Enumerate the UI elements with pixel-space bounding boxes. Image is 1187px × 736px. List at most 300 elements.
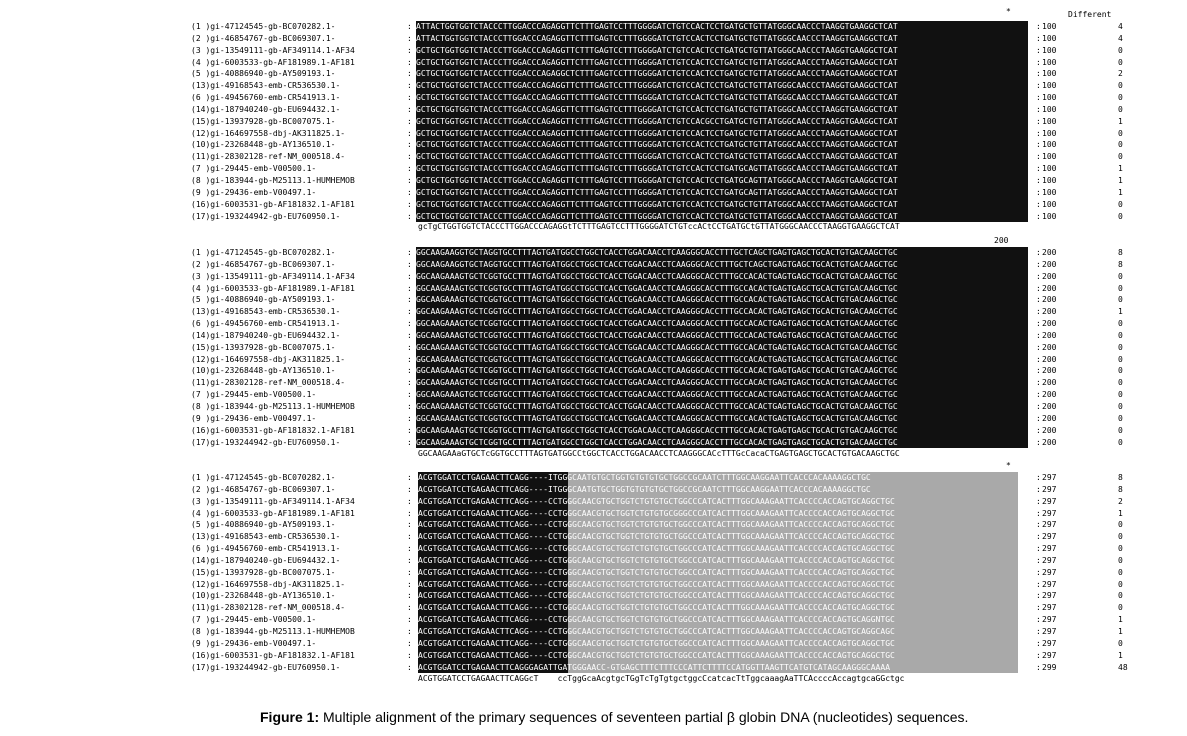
alignment-row	[191, 57, 1131, 69]
separator: :	[1036, 57, 1041, 67]
alignment-row	[191, 484, 1131, 496]
separator: :	[407, 638, 412, 648]
sequence-label: (12)gi-164697558-dbj-AK311825.1-	[191, 579, 346, 589]
separator: :	[407, 520, 412, 530]
sequence-label: (2 )gi-46854767-gb-BC069307.1-	[191, 484, 336, 494]
sequence-label: (13)gi-49168543-emb-CR536530.1-	[191, 307, 341, 317]
alignment-row	[191, 80, 1131, 92]
alignment-row	[191, 294, 1131, 306]
separator: :	[407, 496, 412, 506]
separator: :	[407, 81, 412, 91]
sequence-label: (2 )gi-46854767-gb-BC069307.1-	[191, 33, 336, 43]
separator: :	[1036, 425, 1041, 435]
sequence-text: ACGTGGATCCTGAGAACTTCAGGGAGATTGATGGGAACC-GTGAGCTTTCTTTCCCATTCTTTTCCATGGTTAAGTTCATGTCATAGCAAGGGCAAAA	[418, 662, 1038, 674]
position-value: 100	[1042, 140, 1057, 150]
alignment-row	[191, 45, 1131, 57]
separator: :	[407, 401, 412, 411]
alignment-row	[191, 626, 1131, 638]
separator: :	[1036, 187, 1041, 197]
separator: :	[1036, 69, 1041, 79]
separator: :	[1036, 496, 1041, 506]
separator: :	[1036, 104, 1041, 114]
separator: :	[1036, 354, 1041, 364]
alignment-row	[191, 555, 1131, 567]
separator: :	[407, 259, 412, 269]
alignment-row	[191, 590, 1131, 602]
sequence-label: (6 )gi-49456760-emb-CR541913.1-	[191, 544, 341, 554]
separator: :	[1036, 128, 1041, 138]
different-count: 1	[1118, 116, 1123, 126]
separator: :	[1036, 283, 1041, 293]
sequence-label: (1 )gi-47124545-gb-BC070282.1-	[191, 22, 336, 31]
separator: :	[407, 532, 412, 542]
sequence-label: (7 )gi-29445-emb-V00500.1-	[191, 615, 317, 625]
different-count: 0	[1118, 283, 1123, 293]
alignment-row	[191, 139, 1131, 151]
alignment-row	[191, 614, 1131, 626]
sequence-label: (3 )gi-13549111-gb-AF349114.1-AF34	[191, 496, 355, 506]
sequence-label: (8 )gi-183944-gb-M25113.1-HUMHEMOB	[191, 175, 355, 185]
different-count: 0	[1118, 378, 1123, 388]
alignment-row	[191, 342, 1131, 354]
position-value: 100	[1042, 116, 1057, 126]
different-header: Different	[1068, 10, 1112, 19]
sequence-text: GCTGCTGGTGGTCTACCCTTGGACCCAGAGGTTCTTTGAGTCCTTTGGGGATCTGTCCACTCCTGATGCTGTTATGGGCAACCCTAAGGTGAAGGCTCAT	[416, 80, 1036, 92]
different-count: 0	[1118, 520, 1123, 530]
separator: :	[407, 45, 412, 55]
sequence-text: GGCAAGAAAGTGCTCGGTGCCTTTAGTGATGGCCTGGCTCACCTGGACAACCTCAAGGGCACCTTTGCCACACTGAGTGAGCTGCACTGTGACAAGCTGC	[416, 342, 1036, 354]
sequence-label: (7 )gi-29445-emb-V00500.1-	[191, 164, 317, 174]
position-mark-200: 200	[994, 236, 1009, 245]
separator: :	[1036, 532, 1041, 542]
alignment-row	[191, 650, 1131, 662]
separator: :	[1036, 81, 1041, 91]
sequence-text: GGCAAGAAAGTGCTCGGTGCCTTTAGTGATGGCCTGGCTCACCTGGACAACCTCAAGGGCACCTTTGCCACACTGAGTGAGCTGCACTGTGACAAGCTGC	[416, 377, 1036, 389]
different-count: 0	[1118, 211, 1123, 221]
different-count: 0	[1118, 591, 1123, 601]
sequence-label: (10)gi-23268448-gb-AY136510.1-	[191, 591, 336, 601]
alignment-row	[191, 187, 1131, 199]
sequence-label: (1 )gi-47124545-gb-BC070282.1-	[191, 473, 336, 482]
alignment-block-2	[191, 247, 1131, 448]
separator: :	[407, 330, 412, 340]
sequence-text: GGCAAGAAAGTGCTCGGTGCCTTTAGTGATGGCCTGGCTCACCTGGACAACCTCAAGGGCACCTTTGCCACACTGAGTGAGCTGCACTGTGACAAGCTGC	[416, 425, 1036, 437]
sequence-text: ACGTGGATCCTGAGAACTTCAGG----CCTGGGCAACGTGCTGGTCTGTGTGCGGGCCCATCACTTTGGCAAAGAATTCACCCCACCAGTGCAGGCTGC	[418, 508, 1038, 520]
different-count: 1	[1118, 164, 1123, 174]
alignment-row	[191, 567, 1131, 579]
separator: :	[407, 579, 412, 589]
different-count: 0	[1118, 319, 1123, 329]
position-value: 297	[1042, 579, 1057, 589]
different-count: 0	[1118, 401, 1123, 411]
sequence-text: GGCAAGAAAGTGCTCGGTGCCTTTAGTGATGGCCTGGCTCACCTGGACAACCTCAAGGGCACCTTTGCCACACTGAGTGAGCTGCACTGTGACAAGCTGC	[416, 294, 1036, 306]
figure-caption	[260, 709, 968, 725]
position-value: 297	[1042, 638, 1057, 648]
position-value: 297	[1042, 473, 1057, 482]
alignment-row	[191, 496, 1131, 508]
separator: :	[1036, 93, 1041, 103]
sequence-label: (9 )gi-29436-emb-V00497.1-	[191, 638, 317, 648]
star-mark-1: *	[1006, 7, 1011, 16]
sequence-text: GGCAAGAAAGTGCTCGGTGCCTTTAGTGATGGCCTGGCTCACCTGGACAACCTCAAGGGCACCTTTGCCACACTGAGTGAGCTGCACTGTGACAAGCTGC	[416, 283, 1036, 295]
separator: :	[407, 211, 412, 221]
sequence-label: (1 )gi-47124545-gb-BC070282.1-	[191, 248, 336, 257]
different-count: 0	[1118, 638, 1123, 648]
separator: :	[407, 175, 412, 185]
sequence-text: GCTGCTGGTGGTCTACCCTTGGACCCAGAGGTTCTTTGAGTCCTTTGGGGATCTGTCCACTCCTGATGCTGTTATGGGCAACCCTAAGGTGAAGGCTCAT	[416, 128, 1036, 140]
position-value: 100	[1042, 211, 1057, 221]
different-count: 2	[1118, 69, 1123, 79]
position-value: 299	[1042, 662, 1057, 672]
alignment-row	[191, 425, 1131, 437]
separator: :	[407, 283, 412, 293]
separator: :	[1036, 45, 1041, 55]
position-value: 100	[1042, 104, 1057, 114]
different-count: 0	[1118, 579, 1123, 589]
separator: :	[407, 69, 412, 79]
alignment-row	[191, 247, 1131, 259]
different-count: 1	[1118, 187, 1123, 197]
alignment-row	[191, 508, 1131, 520]
position-value: 100	[1042, 81, 1057, 91]
position-value: 200	[1042, 259, 1057, 269]
position-value: 297	[1042, 615, 1057, 625]
alignment-row	[191, 662, 1131, 674]
sequence-label: (16)gi-6003531-gb-AF181832.1-AF181	[191, 199, 355, 209]
separator: :	[407, 626, 412, 636]
separator: :	[1036, 175, 1041, 185]
position-value: 100	[1042, 33, 1057, 43]
separator: :	[407, 140, 412, 150]
alignment-row	[191, 365, 1131, 377]
position-value: 200	[1042, 378, 1057, 388]
separator: :	[1036, 638, 1041, 648]
sequence-label: (8 )gi-183944-gb-M25113.1-HUMHEMOB	[191, 401, 355, 411]
position-value: 297	[1042, 496, 1057, 506]
separator: :	[1036, 116, 1041, 126]
caption-text: Multiple alignment of the primary sequences of seventeen partial β globin DNA (nucleotides) sequences.	[319, 709, 969, 725]
separator: :	[1036, 650, 1041, 660]
sequence-text: ACGTGGATCCTGAGAACTTCAGG----CCTGGGCAACGTGCTGGTCTGTGTGCTGGCCCATCACTTTGGCAAAGAATTCACCCCACCAGTGCAGGCTGC	[418, 531, 1038, 543]
separator: :	[407, 484, 412, 494]
position-value: 100	[1042, 199, 1057, 209]
alignment-row	[191, 330, 1131, 342]
separator: :	[407, 508, 412, 518]
alignment-row	[191, 306, 1131, 318]
sequence-label: (11)gi-28302128-ref-NM_000518.4-	[191, 378, 346, 388]
position-value: 100	[1042, 164, 1057, 174]
sequence-text: GGCAAGAAAGTGCTCGGTGCCTTTAGTGATGGCCTGGCTCACCTGGACAACCTCAAGGGCACCTTTGCCACACTGAGTGAGCTGCACTGTGACAAGCTGC	[416, 437, 1036, 449]
separator: :	[407, 248, 412, 257]
sequence-label: (16)gi-6003531-gb-AF181832.1-AF181	[191, 650, 355, 660]
separator: :	[1036, 271, 1041, 281]
sequence-label: (3 )gi-13549111-gb-AF349114.1-AF34	[191, 271, 355, 281]
sequence-label: (17)gi-193244942-gb-EU760950.1-	[191, 211, 341, 221]
sequence-label: (12)gi-164697558-dbj-AK311825.1-	[191, 354, 346, 364]
sequence-label: (4 )gi-6003533-gb-AF181989.1-AF181	[191, 283, 355, 293]
alignment-row	[191, 638, 1131, 650]
separator: :	[1036, 378, 1041, 388]
sequence-text: GCTGCTGGTGGTCTACCCTTGGACCCAGAGGTTCTTTGAGTCCTTTGGGGATCTGTCCACTCCTGATGCTGTTATGGGCAACCCTAAGGTGAAGGCTCAT	[416, 211, 1036, 223]
separator: :	[407, 22, 412, 31]
separator: :	[407, 33, 412, 43]
sequence-label: (13)gi-49168543-emb-CR536530.1-	[191, 81, 341, 91]
sequence-text: GCTGCTGGTGGTCTACCCTTGGACCCAGAGGTTCTTTGAGTCCTTTGGGGATCTGTCCACTCCTGATGCAGTTATGGGCAACCCTAAGGTGAAGGCTCAT	[416, 187, 1036, 199]
different-count: 1	[1118, 175, 1123, 185]
alignment-row	[191, 519, 1131, 531]
alignment-row	[191, 128, 1131, 140]
sequence-text: GGCAAGAAGGTGCTAGGTGCCTTTAGTGATGGCCTGGCTCACCTGGACAACCTCAAGGGCACCTTTGCTCAGCTGAGTGAGCTGCACTGTGACAAGCTGC	[416, 259, 1036, 271]
position-value: 100	[1042, 152, 1057, 162]
different-count: 0	[1118, 128, 1123, 138]
sequence-text: ACGTGGATCCTGAGAACTTCAGG----CCTGGGCAACGTGCTGGTCTGTGTGCTGGCCCATCACTTTGGCAAAGAATTCACCCCACCAGTGCAGGCTGC	[418, 519, 1038, 531]
consensus-1: gcTgCTGGTGGTCTACCCTTGGACCCAGAGGtTCTTTGAGTCCTTTGGGGATCTGTccACtCCTGATGCtGTTATGGGCAACCCTAAGGTGAAGGCTCAT	[418, 222, 900, 231]
consensus-3: ACGTGGATCCTGAGAACTTCAGGcT ccTggGcaAcgtgcTGgTcTgTgtgctggcCcatcacTtTggcaaagAaTTCAccccAccagtgcaGGctgc	[418, 674, 905, 683]
sequence-text: ACGTGGATCCTGAGAACTTCAGG----CCTGGGCAACGTGCTGGTCTGTGTGCTGGCCCATCACTTTGGCAAAGAATTCACCCCACCAGTGCAGGCTGC	[418, 496, 1038, 508]
sequence-label: (16)gi-6003531-gb-AF181832.1-AF181	[191, 425, 355, 435]
sequence-label: (11)gi-28302128-ref-NM_000518.4-	[191, 152, 346, 162]
separator: :	[1036, 319, 1041, 329]
alignment-row	[191, 199, 1131, 211]
sequence-text: ACGTGGATCCTGAGAACTTCAGG----CCTGGGCAACGTGCTGGTCTGTGTGCTGGCCCATCACTTTGGCAAAGAATTCACCCCACCAGTGCAGGCTGC	[418, 638, 1038, 650]
consensus-2: GGCAAGAAaGTGCTcGGTGCCTTTAGTGATGGCCtGGCTCACCTGGACAACCTCAAGGGCACcTTTGcCacaCTGAGTGAGCTGCACTGTGACAAGCTGC	[418, 449, 900, 458]
position-value: 200	[1042, 342, 1057, 352]
separator: :	[1036, 307, 1041, 317]
position-value: 200	[1042, 437, 1057, 447]
position-value: 200	[1042, 354, 1057, 364]
different-count: 48	[1118, 662, 1128, 672]
different-count: 4	[1118, 22, 1123, 31]
separator: :	[1036, 544, 1041, 554]
alignment-row	[191, 472, 1131, 484]
separator: :	[1036, 615, 1041, 625]
position-value: 200	[1042, 271, 1057, 281]
sequence-text: ATTACTGGTGGTCTACCCTTGGACCCAGAGGTTCTTTGAGTCCTTTGGGGATCTGTCCACTCCTGATGCTGTTATGGGCAACCCTAAGGTGAAGGCTCAT	[416, 33, 1036, 45]
sequence-text: GCTGCTGGTGGTCTACCCTTGGACCCAGAGGTTCTTTGAGTCCTTTGGGGATCTGTCCACTCCTGATGCAGTTATGGGCAACCCTAAGGTGAAGGCTCAT	[416, 163, 1036, 175]
sequence-label: (8 )gi-183944-gb-M25113.1-HUMHEMOB	[191, 626, 355, 636]
alignment-row	[191, 413, 1131, 425]
separator: :	[1036, 473, 1041, 482]
sequence-label: (5 )gi-40886940-gb-AY509193.1-	[191, 295, 336, 305]
sequence-label: (15)gi-13937928-gb-BC007075.1-	[191, 342, 336, 352]
sequence-label: (13)gi-49168543-emb-CR536530.1-	[191, 532, 341, 542]
position-value: 200	[1042, 330, 1057, 340]
sequence-label: (15)gi-13937928-gb-BC007075.1-	[191, 567, 336, 577]
different-count: 2	[1118, 496, 1123, 506]
sequence-text: ACGTGGATCCTGAGAACTTCAGG----CCTGGGCAACGTGCTGGTCTGTGTGCTGGCCCATCACTTTGGCAAAGAATTCACCCCACCAGTGCAGGCTGC	[418, 555, 1038, 567]
different-count: 8	[1118, 484, 1123, 494]
sequence-label: (4 )gi-6003533-gb-AF181989.1-AF181	[191, 508, 355, 518]
separator: :	[407, 650, 412, 660]
position-value: 200	[1042, 366, 1057, 376]
caption-label: Figure 1:	[260, 709, 320, 725]
alignment-row	[191, 21, 1131, 33]
different-count: 0	[1118, 437, 1123, 447]
separator: :	[1036, 366, 1041, 376]
different-count: 1	[1118, 615, 1123, 625]
sequence-text: ACGTGGATCCTGAGAACTTCAGG----ITGGGCAATGTGCTGGTGTGTGTGCTGGCCGCAATCTTTGGCAAGGAATTCACCCACAAAAGGCTGC	[418, 484, 1038, 496]
sequence-label: (14)gi-187940240-gb-EU694432.1-	[191, 104, 341, 114]
separator: :	[1036, 259, 1041, 269]
sequence-label: (5 )gi-40886940-gb-AY509193.1-	[191, 520, 336, 530]
different-count: 1	[1118, 626, 1123, 636]
separator: :	[407, 104, 412, 114]
separator: :	[407, 307, 412, 317]
position-value: 297	[1042, 626, 1057, 636]
sequence-label: (17)gi-193244942-gb-EU760950.1-	[191, 437, 341, 447]
separator: :	[407, 366, 412, 376]
alignment-row	[191, 579, 1131, 591]
separator: :	[407, 164, 412, 174]
sequence-label: (15)gi-13937928-gb-BC007075.1-	[191, 116, 336, 126]
sequence-text: GCTGCTGGTGGTCTACCCTTGGACCCAGAGGTTCTTTGAGTCCTTTGGGGATCTGTCCACTCCTGATGCTGTTATGGGCAACCCTAAGGTGAAGGCTCAT	[416, 92, 1036, 104]
separator: :	[407, 437, 412, 447]
sequence-label: (5 )gi-40886940-gb-AY509193.1-	[191, 69, 336, 79]
sequence-text: GCTGCTGGTGGTCTACCCTTGGACCCAGAGGTTCTTTGAGTCCTTTGGGGATCTGTCCACGCCTGATGCTGTTATGGGCAACCCTAAGGTGAAGGCTCAT	[416, 116, 1036, 128]
position-value: 297	[1042, 603, 1057, 613]
sequence-text: GCTGCTGGTGGTCTACCCTTGGACCCAGAGGTTCTTTGAGTCCTTTGGGGATCTGTCCACTCCTGATGCTGTTATGGGCAACCCTAAGGTGAAGGCTCAT	[416, 139, 1036, 151]
sequence-text: ACGTGGATCCTGAGAACTTCAGG----CCTGGGCAACGTGCTGGTCTGTGTGCTGGCCCATCACTTTGGCAAAGAATTCACCCCACCAGTGCAGGNTGC	[418, 614, 1038, 626]
sequence-label: (4 )gi-6003533-gb-AF181989.1-AF181	[191, 57, 355, 67]
position-value: 100	[1042, 45, 1057, 55]
separator: :	[407, 93, 412, 103]
position-value: 297	[1042, 650, 1057, 660]
position-value: 200	[1042, 413, 1057, 423]
position-value: 100	[1042, 22, 1057, 31]
separator: :	[1036, 164, 1041, 174]
separator: :	[407, 555, 412, 565]
sequence-text: GGCAAGAAAGTGCTCGGTGCCTTTAGTGATGGCCTGGCTCACCTGGACAACCTCAAGGGCACCTTTGCCACACTGAGTGAGCTGCACTGTGACAAGCTGC	[416, 354, 1036, 366]
alignment-row	[191, 318, 1131, 330]
position-value: 297	[1042, 555, 1057, 565]
sequence-label: (9 )gi-29436-emb-V00497.1-	[191, 413, 317, 423]
position-value: 200	[1042, 401, 1057, 411]
different-count: 0	[1118, 295, 1123, 305]
alignment-row	[191, 271, 1131, 283]
position-value: 297	[1042, 544, 1057, 554]
separator: :	[1036, 248, 1041, 257]
alignment-row	[191, 33, 1131, 45]
different-count: 0	[1118, 555, 1123, 565]
separator: :	[1036, 520, 1041, 530]
sequence-text: GCTGCTGGTGGTCTACCCTTGGACCCAGAGGTTCTTTGAGTCCTTTGGGGATCTGTCCACTCCTGATGCTGTTATGGGCAACCCTAAGGTGAAGGCTCAT	[416, 104, 1036, 116]
position-value: 100	[1042, 128, 1057, 138]
separator: :	[1036, 199, 1041, 209]
separator: :	[1036, 330, 1041, 340]
sequence-text: GCTGCTGGTGGTCTACCCTTGGACCCAGAGGTTCTTTGAGTCCTTTGGGGATCTGTCCACTCCTGATGCTGTTATGGGCAACCCTAAGGTGAAGGCTCAT	[416, 57, 1036, 69]
position-value: 200	[1042, 319, 1057, 329]
sequence-label: (14)gi-187940240-gb-EU694432.1-	[191, 330, 341, 340]
separator: :	[407, 413, 412, 423]
position-value: 297	[1042, 591, 1057, 601]
different-count: 0	[1118, 330, 1123, 340]
position-value: 100	[1042, 57, 1057, 67]
separator: :	[407, 603, 412, 613]
separator: :	[1036, 603, 1041, 613]
different-count: 0	[1118, 104, 1123, 114]
different-count: 0	[1118, 354, 1123, 364]
separator: :	[1036, 211, 1041, 221]
different-count: 0	[1118, 544, 1123, 554]
sequence-text: GGCAAGAAAGTGCTCGGTGCCTTTAGTGATGGCCTGGCTCACCTGGACAACCTCAAGGGCACCTTTGCCACACTGAGTGAGCTGCACTGTGACAAGCTGC	[416, 330, 1036, 342]
sequence-text: ATTACTGGTGGTCTACCCTTGGACCCAGAGGTTCTTTGAGTCCTTTGGGGATCTGTCCACTCCTGATGCTGTTATGGGCAACCCTAAGGTGAAGGCTCAT	[416, 21, 1036, 33]
sequence-label: (6 )gi-49456760-emb-CR541913.1-	[191, 93, 341, 103]
position-value: 100	[1042, 175, 1057, 185]
sequence-text: ACGTGGATCCTGAGAACTTCAGG----CCTGGGCAACGTGCTGGTCTGTGTGCTGGCCCATCACTTTGGCAAAGAATTCACCCCACCAGTGCAGGCTGC	[418, 602, 1038, 614]
separator: :	[407, 591, 412, 601]
different-count: 8	[1118, 259, 1123, 269]
different-count: 0	[1118, 532, 1123, 542]
different-count: 0	[1118, 199, 1123, 209]
sequence-text: ACGTGGATCCTGAGAACTTCAGG----CCTGGGCAACGTGCTGGTCTGTGTGCTGGCCCATCACTTTGGCAAAGAATTCACCCCACCAGTGCAGGCTGC	[418, 543, 1038, 555]
different-count: 0	[1118, 271, 1123, 281]
sequence-text: GCTGCTGGTGGTCTACCCTTGGACCCAGAGGTTCTTTGAGTCCTTTGGGGATCTGTCCACTCCTGATGCTGTTATGGGCAACCCTAAGGTGAAGGCTCAT	[416, 151, 1036, 163]
position-value: 200	[1042, 295, 1057, 305]
alignment-block-1	[191, 21, 1131, 222]
alignment-row	[191, 602, 1131, 614]
star-mark-3: *	[1006, 461, 1011, 470]
separator: :	[407, 354, 412, 364]
sequence-text: ACGTGGATCCTGAGAACTTCAGG----ITGGGCAATGTGCTGGTGTGTGTGCTGGCCGCAATCTTTGGCAAGGAATTCACCCACAAAAGGCTGC	[418, 472, 1038, 484]
separator: :	[407, 128, 412, 138]
separator: :	[1036, 591, 1041, 601]
different-count: 0	[1118, 390, 1123, 400]
alignment-row	[191, 259, 1131, 271]
alignment-row	[191, 283, 1131, 295]
separator: :	[1036, 22, 1041, 31]
separator: :	[407, 271, 412, 281]
position-value: 100	[1042, 93, 1057, 103]
alignment-row	[191, 104, 1131, 116]
separator: :	[1036, 662, 1041, 672]
different-count: 0	[1118, 603, 1123, 613]
sequence-text: ACGTGGATCCTGAGAACTTCAGG----CCTGGGCAACGTGCTGGTCTGTGTGCTGGCCCATCACTTTGGCAAAGAATTCACCCCACCAGTGCAGGCTGC	[418, 579, 1038, 591]
different-count: 0	[1118, 57, 1123, 67]
separator: :	[1036, 152, 1041, 162]
sequence-label: (11)gi-28302128-ref-NM_000518.4-	[191, 603, 346, 613]
alignment-row	[191, 163, 1131, 175]
alignment-row	[191, 175, 1131, 187]
alignment-block-3	[191, 472, 1131, 673]
sequence-text: GGCAAGAAAGTGCTCGGTGCCTTTAGTGATGGCCTGGCTCACCTGGACAACCTCAAGGGCACCTTTGCCACACTGAGTGAGCTGCACTGTGACAAGCTGC	[416, 401, 1036, 413]
different-count: 0	[1118, 342, 1123, 352]
sequence-text: GCTGCTGGTGGTCTACCCTTGGACCCAGAGGTTCTTTGAGTCCTTTGGGGATCTGTCCACTCCTGATGCTGTTATGGGCAACCCTAAGGTGAAGGCTCAT	[416, 45, 1036, 57]
sequence-label: (7 )gi-29445-emb-V00500.1-	[191, 390, 317, 400]
sequence-text: GCTGCTGGTGGTCTACCCTTGGACCCAGAGGCTCTTTGAGTCCTTTGGGGATCTGTCCACTCCTGATGCTGTTATGGGCAACCCTAAGGTGAAGGCTCAT	[416, 68, 1036, 80]
separator: :	[407, 295, 412, 305]
sequence-text: GCTGCTGGTGGTCTACCCTTGGACCCAGAGGTTCTTTGAGTCCTTTGGGGATCTGTCCACTCCTGATGCAGTTATGGGCAACCCTAAGGTGAAGGCTCAT	[416, 175, 1036, 187]
separator: :	[1036, 626, 1041, 636]
sequence-label: (14)gi-187940240-gb-EU694432.1-	[191, 555, 341, 565]
sequence-label: (12)gi-164697558-dbj-AK311825.1-	[191, 128, 346, 138]
different-count: 4	[1118, 33, 1123, 43]
sequence-text: GCTGCTGGTGGTCTACCCTTGGACCCAGAGGTTCTTTGAGTCCTTTGGGGATCTGTCCACTCCTGATGCTGTTATGGGCAACCCTAAGGTGAAGGCTCAT	[416, 199, 1036, 211]
sequence-label: (2 )gi-46854767-gb-BC069307.1-	[191, 259, 336, 269]
separator: :	[1036, 555, 1041, 565]
different-count: 1	[1118, 307, 1123, 317]
sequence-text: GGCAAGAAAGTGCTCGGTGCCTTTAGTGATGGCCTGGCTCACCTGGACAACCTCAAGGGCACCTTTGCCACACTGAGTGAGCTGCACTGTGACAAGCTGC	[416, 306, 1036, 318]
different-count: 0	[1118, 425, 1123, 435]
separator: :	[407, 57, 412, 67]
sequence-text: GGCAAGAAAGTGCTCGGTGCCTTTAGTGATGGCCTGGCTCACCTGGACAACCTCAAGGGCACCTTTGCCACACTGAGTGAGCTGCACTGTGACAAGCTGC	[416, 318, 1036, 330]
alignment-row	[191, 437, 1131, 449]
alignment-row	[191, 377, 1131, 389]
different-count: 0	[1118, 93, 1123, 103]
separator: :	[407, 378, 412, 388]
separator: :	[407, 425, 412, 435]
different-count: 0	[1118, 45, 1123, 55]
separator: :	[1036, 437, 1041, 447]
